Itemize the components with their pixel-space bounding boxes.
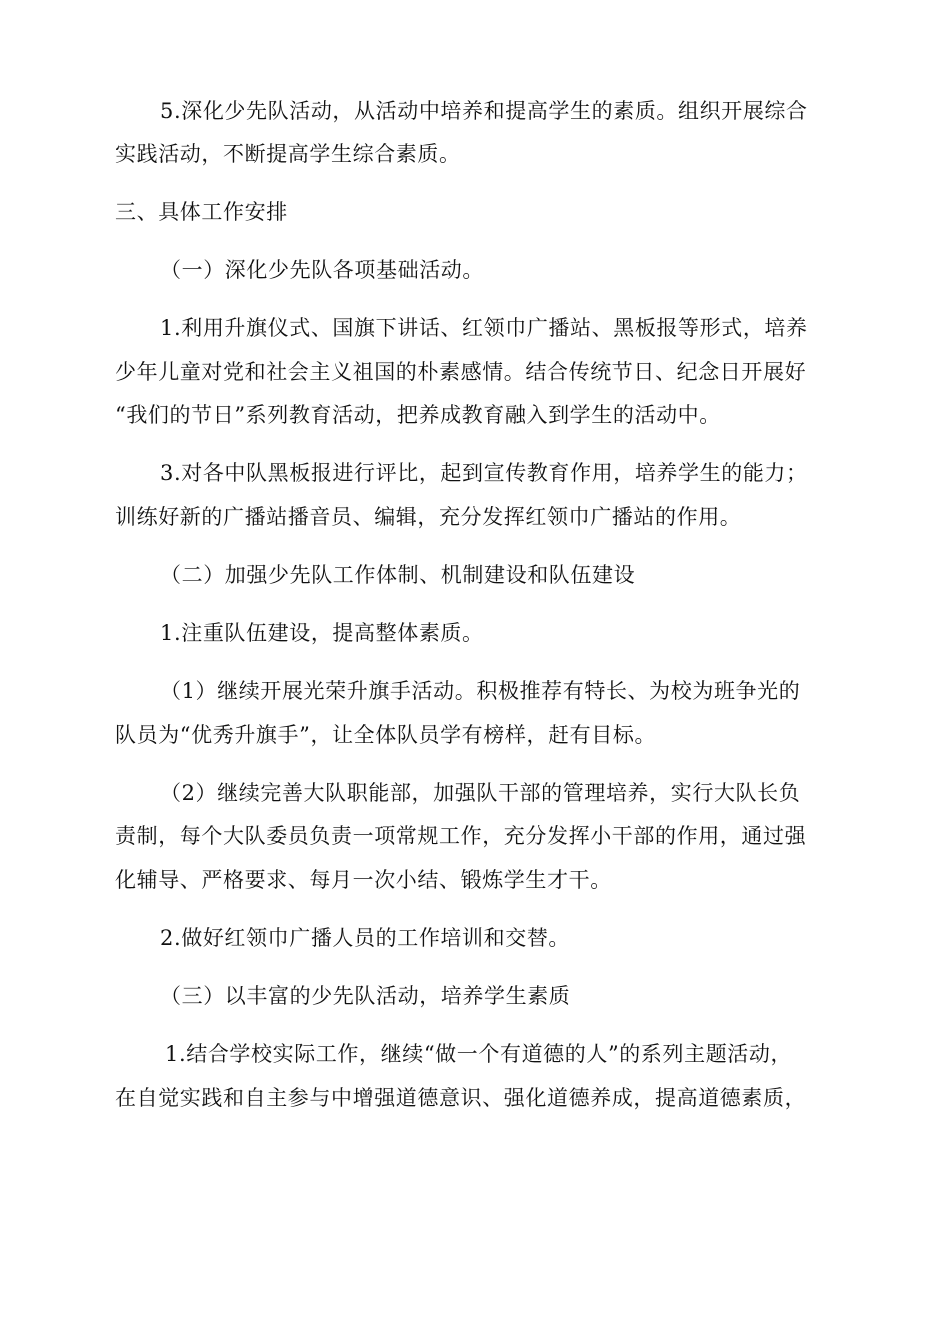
item-3-line-1: 3.对各中队黑板报进行评比，起到宣传教育作用，培养学生的能力； xyxy=(160,461,808,485)
subitem-2-line-3: 化辅导、严格要求、每月一次小结、锻炼学生才干。 xyxy=(115,868,612,892)
item-3-line-2: 训练好新的广播站播音员、编辑，充分发挥红领巾广播站的作用。 xyxy=(115,505,742,529)
subitem-2-line-2: 责制，每个大队委员负责一项常规工作，充分发挥小干部的作用，通过强 xyxy=(115,824,807,848)
subitem-2-line-1: （2）继续完善大队职能部，加强队干部的管理培养，实行大队长负 xyxy=(160,781,801,805)
item-moral-line-1: 1.结合学校实际工作，继续“做一个有道德的人”的系列主题活动， xyxy=(165,1042,793,1066)
item-1-line-3: “我们的节日”系列教育活动，把养成教育融入到学生的活动中。 xyxy=(115,403,721,427)
subsection-3-heading: （三）以丰富的少先队活动，培养学生素质 xyxy=(160,984,571,1008)
subitem-1-line-1: （1）继续开展光荣升旗手活动。积极推荐有特长、为校为班争光的 xyxy=(160,679,801,703)
subsection-1-heading: （一）深化少先队各项基础活动。 xyxy=(160,258,484,282)
section-3-heading: 三、具体工作安排 xyxy=(115,200,288,224)
subsection-2-heading: （二）加强少先队工作体制、机制建设和队伍建设 xyxy=(160,563,636,587)
item-broadcast-training: 2.做好红领巾广播人员的工作培训和交替。 xyxy=(160,926,571,950)
subitem-1-line-2: 队员为“优秀升旗手”，让全体队员学有榜样，赶有目标。 xyxy=(115,723,657,747)
item-moral-line-2: 在自觉实践和自主参与中增强道德意识、强化道德养成，提高道德素质， xyxy=(115,1086,807,1110)
item-1-line-2: 少年儿童对党和社会主义祖国的朴素感情。结合传统节日、纪念日开展好 xyxy=(115,360,807,384)
paragraph-5-line-2: 实践活动，不断提高学生综合素质。 xyxy=(115,142,461,166)
paragraph-5-line-1: 5.深化少先队活动，从活动中培养和提高学生的素质。组织开展综合 xyxy=(160,99,808,123)
item-1-line-1: 1.利用升旗仪式、国旗下讲话、红领巾广播站、黑板报等形式，培养 xyxy=(160,316,808,340)
item-team-building: 1.注重队伍建设，提高整体素质。 xyxy=(160,621,484,645)
